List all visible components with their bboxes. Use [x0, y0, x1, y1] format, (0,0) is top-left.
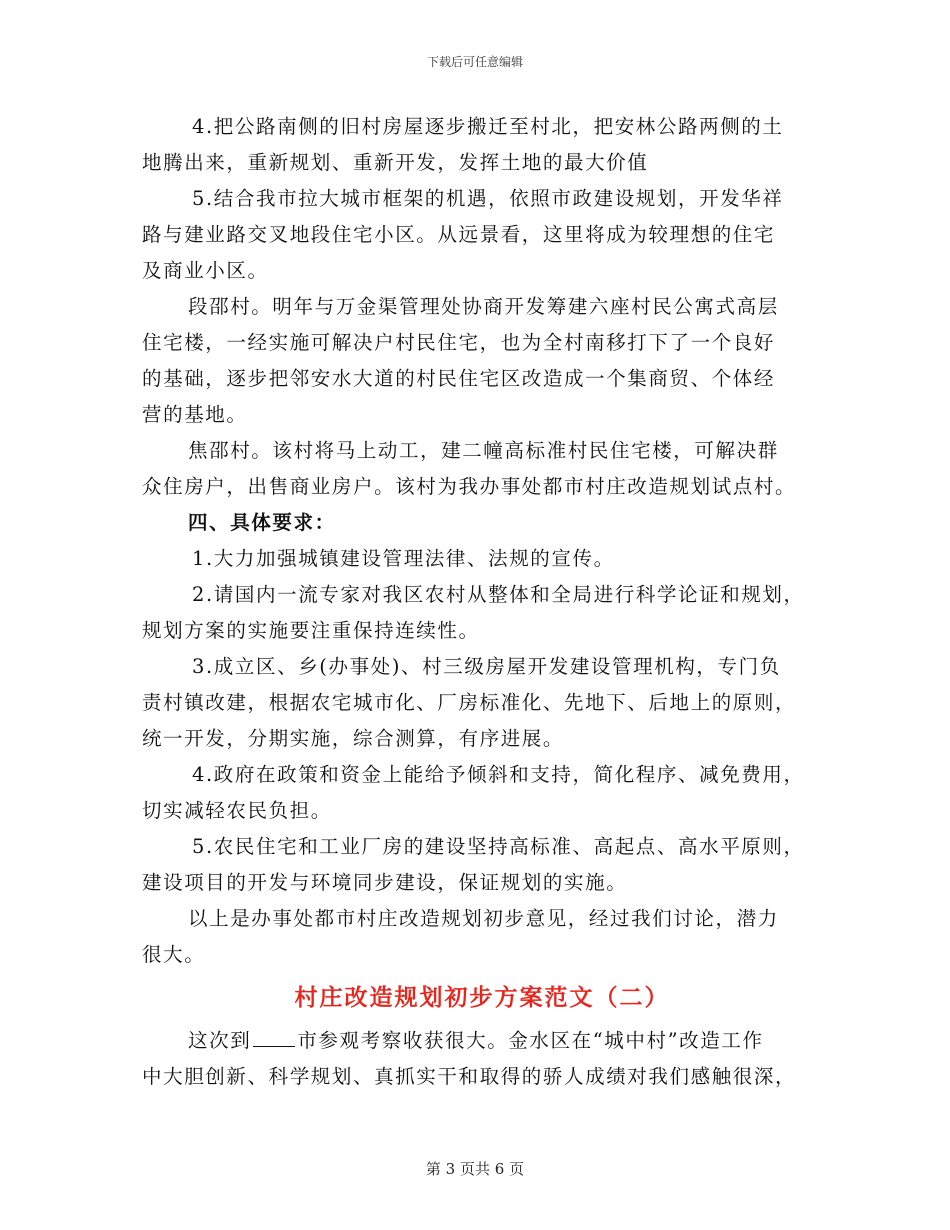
text-line: 4.政府在政策和资金上能给予倾斜和支持，简化程序、减免费用，	[192, 763, 805, 786]
text-line: 责村镇改建，根据农宅城市化、厂房标准化、先地下、后地上的原则，	[142, 691, 797, 714]
text-line: 很大。	[142, 943, 206, 966]
text-line: 5.结合我市拉大城市框架的机遇，依照市政建设规划，开发华祥	[192, 187, 784, 210]
page-number: 第 3 页共 6 页	[425, 1160, 525, 1178]
text-fragment: 市参观考察收获很大。金水区在“城中村”改造工作	[297, 1029, 764, 1052]
document-body	[142, 109, 822, 1095]
text-line: 焦邵村。该村将马上动工，建二幢高标准村民住宅楼，可解决群	[188, 439, 779, 462]
text-line: 路与建业路交叉地段住宅小区。从远景看，这里将成为较理想的住宅	[142, 223, 776, 246]
text-line: 规划方案的实施要注重保持连续性。	[142, 619, 480, 642]
text-line: 3.成立区、乡(办事处)、村三级房屋开发建设管理机构，专门负	[192, 655, 781, 678]
text-line: 中大胆创新、科学规划、真抓实干和取得的骄人成绩对我们感触很深，	[142, 1065, 797, 1088]
text-line: 地腾出来，重新规划、重新开发，发挥土地的最大价值	[142, 151, 649, 174]
text-line: 建设项目的开发与环境同步建设，保证规划的实施。	[142, 871, 628, 894]
text-line: 4.把公路南侧的旧村房屋逐步搬迁至村北，把安林公路两侧的土	[192, 115, 784, 138]
text-line: 2.请国内一流专家对我区农村从整体和全局进行科学论证和规划，	[192, 583, 805, 606]
text-line	[142, 1023, 822, 1059]
text-line: 以上是办事处都市村庄改造规划初步意见，经过我们讨论，潜力	[188, 907, 779, 930]
text-line: 段邵村。明年与万金渠管理处协商开发筹建六座村民公寓式高层	[188, 295, 779, 318]
text-line: 众住房户，出售商业房户。该村为我办事处都市村庄改造规划试点村。	[142, 475, 797, 498]
text-line: 统一开发，分期实施，综合测算，有序进展。	[142, 727, 565, 750]
text-line: 的基础，逐步把邻安水大道的村民住宅区改造成一个集商贸、个体经	[142, 367, 776, 390]
text-line: 住宅楼，一经实施可解决户村民住宅，也为全村南移打下了一个良好	[142, 331, 776, 354]
text-line: 5.农民住宅和工业厂房的建设坚持高标准、高起点、高水平原则，	[192, 835, 805, 858]
page-header-note: 下载后可任意编辑	[426, 55, 523, 69]
text-fragment: 这次到	[188, 1029, 252, 1052]
text-line: 营的基地。	[142, 403, 248, 426]
text-line: 1.大力加强城镇建设管理法律、法规的宣传。	[192, 547, 615, 570]
text-line: 及商业小区。	[142, 259, 269, 282]
fill-in-blank	[253, 1028, 295, 1047]
section-heading: 四、具体要求：	[188, 511, 336, 534]
text-line: 切实减轻农民负担。	[142, 799, 332, 822]
section-title: 村庄改造规划初步方案范文（二）	[294, 984, 670, 1011]
